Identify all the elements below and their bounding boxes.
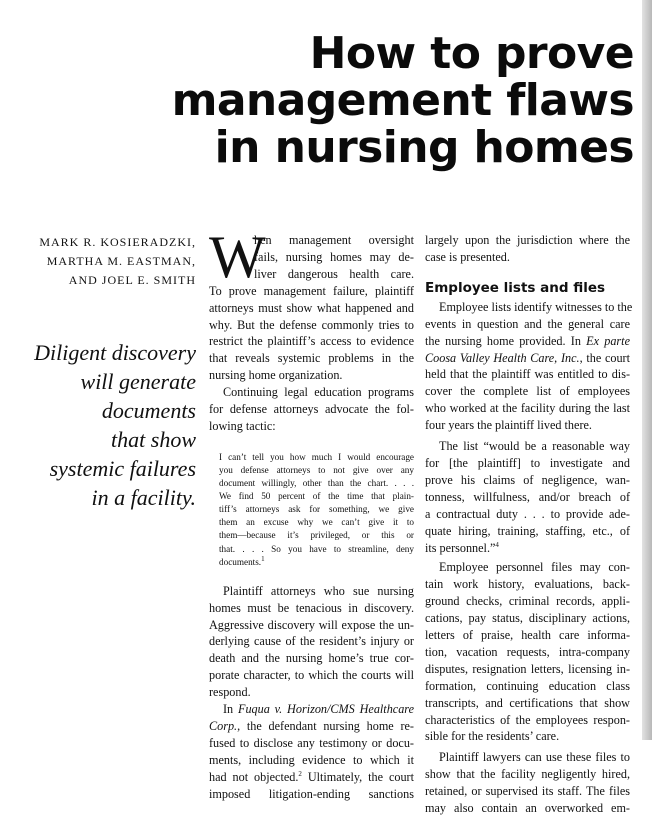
- body-column-middle: [209, 224, 414, 803]
- text-line: To prove management failure, plaintiff: [209, 283, 414, 298]
- text-line: four years the plaintiff lived there.: [425, 418, 592, 433]
- opening-paragraph: [209, 224, 414, 384]
- paragraph: [425, 749, 630, 817]
- text-line: fused to disclose any testimony or docu-: [209, 735, 414, 750]
- text-run: its personnel.”: [425, 540, 496, 555]
- text-line: ments, including evidence to which it: [209, 752, 414, 767]
- text-line: liver dangerous health care.: [254, 266, 414, 281]
- text-line: death and the nursing home’s true cor-: [209, 651, 414, 666]
- text-line: Continuing legal education programs: [223, 385, 414, 400]
- text-line: ground checks, criminal records, appli-: [425, 594, 630, 609]
- text-line: who worked at the facility during the last: [425, 401, 630, 416]
- text-line: a contractual duty . . . to provide ade-: [425, 506, 630, 521]
- text-line: Plaintiff lawyers can use these files to: [439, 750, 630, 765]
- text-line: homes must be tenacious in discovery.: [209, 600, 414, 615]
- text-line: quate hiring, training, staffing, etc., of: [425, 523, 630, 538]
- text-line: characteristics of the employees respon-: [425, 712, 630, 727]
- quote-line: document willingly, other than the chart. . . .: [219, 478, 414, 489]
- footnote-ref: 4: [495, 540, 499, 549]
- text-line: show that the facility negligently hired,: [425, 767, 630, 782]
- case-citation: Fuqua v. Horizon/CMS Healthcare: [238, 702, 414, 717]
- text-line: fails, nursing homes may de-: [254, 249, 414, 264]
- text-line: Aggressive discovery will expose the un-: [209, 617, 414, 632]
- paragraph: [209, 583, 414, 701]
- quote-line: them—because it’s privileged, or this or: [219, 530, 414, 541]
- text-line: disputes, resignation letters, licensing in-: [425, 661, 630, 676]
- quote-line: you defense attorneys to not give over any: [219, 464, 414, 475]
- text-line: may also contain an overworked em-: [425, 801, 630, 816]
- text-line: events in question and the general care: [425, 316, 630, 331]
- text-line: sible for the residents’ care.: [425, 729, 560, 744]
- text-line: case is presented.: [425, 249, 510, 264]
- footnote-ref: 2: [298, 769, 302, 778]
- text-run: , the defendant nursing home re-: [237, 718, 414, 733]
- text-line: imposed litigation-ending sanctions: [209, 786, 414, 801]
- pull-quote-line: that show: [111, 427, 196, 452]
- paragraph: [425, 438, 630, 556]
- text-line: cover the complete list of employees: [425, 384, 630, 399]
- text-line: [425, 350, 630, 367]
- text-line: lowing tactic:: [209, 418, 276, 433]
- text-line: letters of praise, health care informa-: [425, 628, 630, 643]
- case-citation: Coosa Valley Health Care, Inc.: [425, 350, 580, 365]
- paragraph: [425, 299, 633, 434]
- pull-quote-line: will generate: [80, 369, 196, 394]
- text-line: cations, pay status, disciplinary actions,: [425, 611, 630, 626]
- paragraph: [209, 384, 414, 435]
- headline-line: How to prove: [309, 28, 634, 79]
- text-line: that reveals systemic problems in the: [209, 351, 414, 366]
- headline-line: management flaws: [171, 75, 634, 126]
- author-name: MARTHA M. EASTMAN,: [46, 254, 196, 268]
- text-line: The list “would be a reasonable way: [439, 439, 630, 454]
- text-line: [425, 333, 630, 350]
- text-run: In: [223, 702, 238, 717]
- text-run: , the court: [579, 350, 630, 365]
- text-line: nursing home organization.: [209, 368, 343, 383]
- text-run: the nursing home provided. In: [425, 333, 587, 348]
- quote-line: tiff’s attorneys ask for something, we give: [219, 504, 414, 515]
- text-line: Employee personnel files may con-: [439, 560, 630, 575]
- text-line: formation, continuing education class: [425, 678, 630, 693]
- text-line: porate character, to which the courts will: [209, 668, 414, 683]
- quote-text: documents.: [219, 556, 262, 567]
- block-quote: [219, 451, 414, 569]
- quote-line: We find 50 percent of the time that plain-: [219, 491, 414, 502]
- text-line: [209, 701, 414, 718]
- pull-quote-line: systemic failures: [49, 456, 196, 481]
- text-line: Employee lists identify witnesses to the: [439, 299, 633, 314]
- pull-quote: [8, 338, 196, 512]
- footnote-ref: 1: [261, 554, 265, 563]
- text-line: hen management oversight: [254, 233, 414, 247]
- quote-line: I can’t tell you how much I would encourage: [219, 451, 414, 462]
- text-line: for [the plaintiff] to investigate and: [425, 455, 630, 470]
- text-run: had not objected.: [209, 769, 299, 784]
- body-column-right: [425, 232, 633, 817]
- drop-cap: W: [209, 224, 266, 290]
- paragraph: [425, 559, 630, 745]
- scan-edge: [642, 0, 652, 740]
- text-line: restrict the plaintiff’s access to evidence: [209, 334, 414, 349]
- text-line: transcripts, and certifications that show: [425, 695, 630, 710]
- quote-line: them an excuse why we can’t give it to: [219, 517, 414, 528]
- author-byline: [8, 233, 196, 290]
- text-line: prove his claims of negligence, wan-: [425, 472, 630, 487]
- text-line: [425, 540, 630, 557]
- text-line: why. But the defense commonly tries to: [209, 317, 414, 332]
- text-line: tain work history, evaluations, back-: [425, 577, 630, 592]
- text-line: tonness, willfulness, and/or breach of: [425, 489, 630, 504]
- text-line: held that the plaintiff was entitled to dis-: [425, 367, 630, 382]
- author-name: AND JOEL E. SMITH: [68, 273, 196, 287]
- case-citation: Ex parte: [586, 333, 630, 348]
- text-line: [209, 769, 414, 786]
- quote-line: [219, 556, 414, 569]
- article-headline: [78, 30, 634, 171]
- author-name: MARK R. KOSIERADZKI,: [39, 235, 196, 249]
- text-line: largely upon the jurisdiction where the: [425, 233, 630, 247]
- text-line: for defense attorneys advocate the fol-: [209, 402, 414, 417]
- section-subhead: Employee lists and files: [425, 279, 606, 296]
- text-line: retained, or supervised its staff. The files: [425, 784, 630, 799]
- paragraph: [425, 232, 630, 266]
- pull-quote-line: Diligent discovery: [34, 340, 196, 365]
- text-line: [209, 718, 414, 735]
- text-line: respond.: [209, 685, 251, 700]
- paragraph: [209, 701, 414, 802]
- quote-line: that. . . . So you have to streamline, deny: [219, 543, 414, 554]
- text-line: derlying cause of the resident’s injury or: [209, 634, 414, 649]
- text-line: Plaintiff attorneys who sue nursing: [223, 583, 414, 598]
- case-citation: Corp.: [209, 718, 238, 733]
- text-line: tion, vacation requests, intra-company: [425, 644, 630, 659]
- pull-quote-line: documents: [101, 398, 196, 423]
- headline-line: in nursing homes: [214, 122, 634, 173]
- text-line: attorneys must show what happened and: [209, 300, 414, 315]
- pull-quote-line: in a facility.: [91, 485, 196, 510]
- text-run: Ultimately, the court: [301, 769, 414, 784]
